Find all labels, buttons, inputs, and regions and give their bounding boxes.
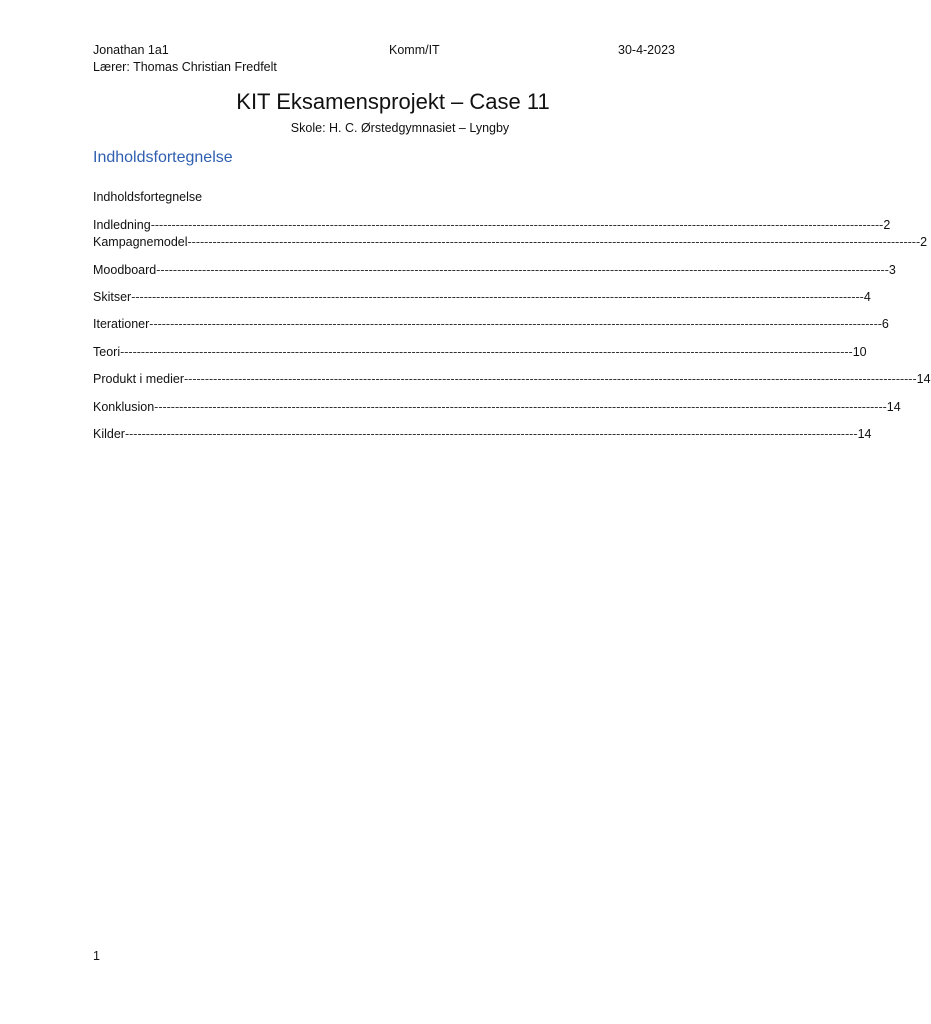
toc-title: Indholdsfortegnelse — [93, 190, 203, 204]
toc-entry-kampagnemodel[interactable] — [93, 234, 928, 250]
header-date: 30-4-2023 — [618, 43, 675, 57]
toc-entry-page: 3 — [888, 263, 896, 277]
toc-entry-page: 14 — [886, 400, 901, 414]
document-title: KIT Eksamensprojekt – Case 11 — [236, 89, 550, 114]
toc-entry-label: Iterationer — [93, 317, 150, 331]
toc-entry-page: 10 — [852, 345, 867, 359]
toc-leader: -------------------------------------------------------------------------------------------------------------------------------------------------------------------------------- — [149, 317, 882, 331]
header-row-1 — [93, 42, 675, 59]
toc-leader: -------------------------------------------------------------------------------------------------------------------------------------------------------------------------------- — [154, 400, 887, 414]
toc-entry-kilder[interactable] — [93, 426, 872, 442]
header-subject: Komm/IT — [389, 43, 440, 57]
toc-leader: -------------------------------------------------------------------------------------------------------------------------------------------------------------------------------- — [187, 235, 921, 249]
toc-entry-label: Produkt i medier — [93, 372, 185, 386]
toc-entry-moodboard[interactable] — [93, 262, 896, 278]
toc-entry-konklusion[interactable] — [93, 399, 901, 415]
toc-leader: -------------------------------------------------------------------------------------------------------------------------------------------------------------------------------- — [124, 427, 858, 441]
header-author: Jonathan 1a1 — [93, 43, 169, 57]
toc-leader: -------------------------------------------------------------------------------------------------------------------------------------------------------------------------------- — [131, 290, 864, 304]
toc-entry-page: 6 — [881, 317, 889, 331]
toc-leader: -------------------------------------------------------------------------------------------------------------------------------------------------------------------------------- — [184, 372, 917, 386]
toc-entry-label: Moodboard — [93, 263, 157, 277]
toc-entry-iterationer[interactable] — [93, 316, 889, 332]
header-teacher: Lærer: Thomas Christian Fredfelt — [93, 60, 277, 74]
toc-entry-page: 4 — [863, 290, 871, 304]
toc-entry-page: 2 — [920, 235, 928, 249]
toc-entry-label: Konklusion — [93, 400, 155, 414]
toc-entry-page: 14 — [916, 372, 931, 386]
section-heading: Indholdsfortegnelse — [93, 149, 233, 166]
toc-entry-label: Kilder — [93, 427, 125, 441]
document-subtitle: Skole: H. C. Ørstedgymnasiet – Lyngby — [290, 121, 510, 135]
toc-entry-label: Indledning — [93, 218, 151, 232]
toc-entry-produkt-i-medier[interactable] — [93, 371, 931, 387]
toc-entry-page: 2 — [883, 218, 891, 232]
toc-leader: -------------------------------------------------------------------------------------------------------------------------------------------------------------------------------- — [150, 218, 884, 232]
toc-leader: -------------------------------------------------------------------------------------------------------------------------------------------------------------------------------- — [120, 345, 853, 359]
page-header — [93, 42, 675, 76]
toc-entry-label: Teori — [93, 345, 121, 359]
toc-entry-skitser[interactable] — [93, 289, 871, 305]
toc-entry-page: 14 — [857, 427, 872, 441]
header-row-2 — [93, 59, 675, 76]
toc-entry-teori[interactable] — [93, 344, 867, 360]
toc-entry-indledning[interactable] — [93, 217, 891, 233]
toc-entry-label: Kampagnemodel — [93, 235, 188, 249]
page-number: 1 — [93, 949, 100, 963]
toc-entry-label: Skitser — [93, 290, 132, 304]
toc-leader: -------------------------------------------------------------------------------------------------------------------------------------------------------------------------------- — [156, 263, 889, 277]
